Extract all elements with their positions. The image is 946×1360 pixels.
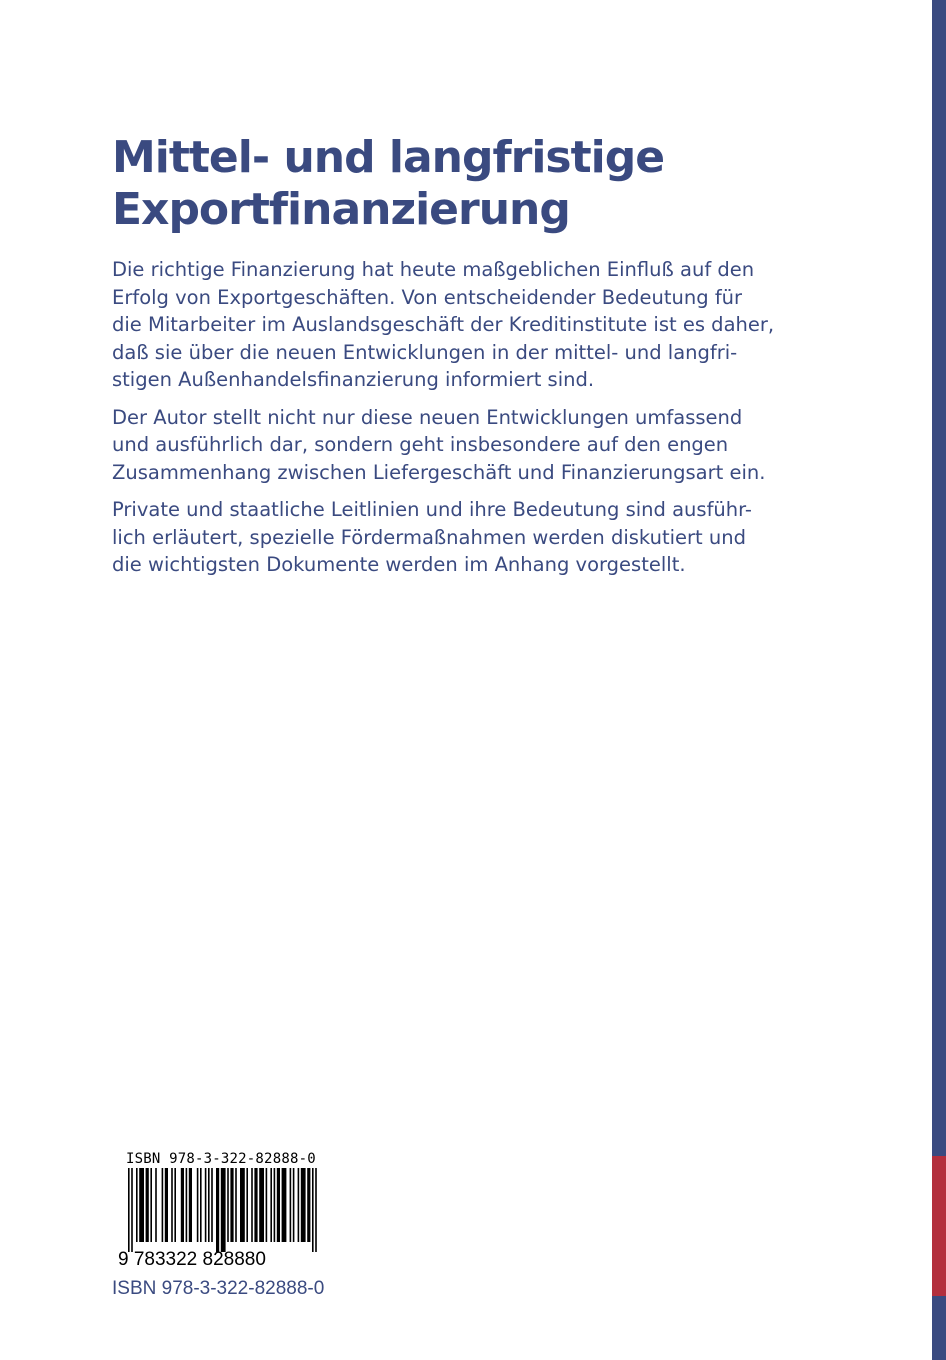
book-title: [112, 132, 832, 236]
barcode-bar: [205, 1168, 207, 1242]
barcode-bar: [315, 1168, 317, 1252]
barcode-bar: [293, 1168, 295, 1242]
barcode-digits: 9 783322 828880: [118, 1249, 266, 1270]
barcode-bar: [181, 1168, 184, 1242]
barcode-bar: [216, 1168, 219, 1252]
barcode-bar: [200, 1168, 202, 1242]
barcode-bar: [189, 1168, 192, 1242]
barcode-bar: [155, 1168, 157, 1242]
barcode-bar: [246, 1168, 248, 1242]
blurb-line: und ausführlich dar, sondern geht insbesondere auf den engen: [112, 433, 729, 456]
barcode-bar: [136, 1168, 138, 1242]
blurb-line: Die richtige Finanzierung hat heute maßgeblichen Einfluß auf den: [112, 258, 755, 281]
barcode: [118, 1168, 318, 1252]
blurb: [112, 256, 812, 589]
barcode-bar: [171, 1168, 173, 1242]
blurb-line: Erfolg von Exportgeschäften. Von entscheidender Bedeutung für: [112, 285, 743, 309]
barcode-bar: [270, 1168, 272, 1242]
blurb-paragraph: [112, 404, 812, 487]
barcode-bar: [146, 1168, 149, 1242]
barcode-bar: [208, 1168, 210, 1242]
barcode-bar: [251, 1168, 253, 1242]
barcode-bar: [254, 1168, 257, 1242]
barcode-bar: [139, 1168, 144, 1242]
barcode-bar: [230, 1168, 233, 1242]
blurb-line: daß sie über die neuen Entwicklungen in der mittel- und langfri-: [112, 340, 738, 364]
barcode-bar: [274, 1168, 276, 1242]
barcode-bar: [282, 1168, 287, 1242]
barcode-isbn-label: ISBN 978-3-322-82888-0: [126, 1151, 316, 1167]
blurb-paragraph: [112, 256, 812, 394]
barcode-bar: [301, 1168, 306, 1242]
barcode-bar: [131, 1168, 133, 1252]
blurb-line: die wichtigsten Dokumente werden im Anhang vorgestellt.: [112, 553, 686, 576]
isbn-text: ISBN 978-3-322-82888-0: [112, 1278, 325, 1299]
blurb-line: Private und staatliche Leitlinien und ihre Bedeutung sind ausführ-: [112, 498, 752, 521]
barcode-bar: [259, 1168, 264, 1242]
blurb-line: stigen Außenhandelsfinanzierung informiert sind.: [112, 368, 595, 391]
blurb-paragraph: [112, 496, 812, 579]
barcode-bar: [266, 1168, 268, 1242]
barcode-bar: [197, 1168, 199, 1242]
barcode-bar: [312, 1168, 314, 1252]
barcode-bar: [298, 1168, 300, 1242]
blurb-line: Der Autor stellt nicht nur diese neuen Entwicklungen umfassend: [112, 405, 743, 429]
barcode-bar: [277, 1168, 280, 1242]
barcode-bar: [240, 1168, 245, 1242]
barcode-bar: [165, 1168, 168, 1242]
barcode-bar: [186, 1168, 188, 1242]
barcode-bar: [174, 1168, 176, 1242]
barcode-bar: [221, 1168, 226, 1252]
barcode-bar: [211, 1168, 213, 1242]
barcode-bar: [235, 1168, 237, 1242]
barcode-bar: [227, 1168, 229, 1242]
title-line-2: Exportfinanzierung: [112, 184, 570, 235]
barcode-bar: [290, 1168, 292, 1242]
barcode-bar: [128, 1168, 130, 1252]
blurb-line: Zusammenhang zwischen Liefergeschäft und Finanzierungsart ein.: [112, 460, 766, 484]
barcode-bar: [307, 1168, 310, 1242]
blurb-line: lich erläutert, spezielle Fördermaßnahmen werden diskutiert und: [112, 525, 746, 549]
blurb-line: die Mitarbeiter im Auslandsgeschäft der Kreditinstitute ist es daher,: [112, 313, 775, 336]
title-line-1: Mittel- und langfristige: [112, 132, 665, 183]
spine-accent: [932, 1156, 946, 1296]
barcode-bar: [150, 1168, 152, 1242]
barcode-bar: [162, 1168, 164, 1242]
